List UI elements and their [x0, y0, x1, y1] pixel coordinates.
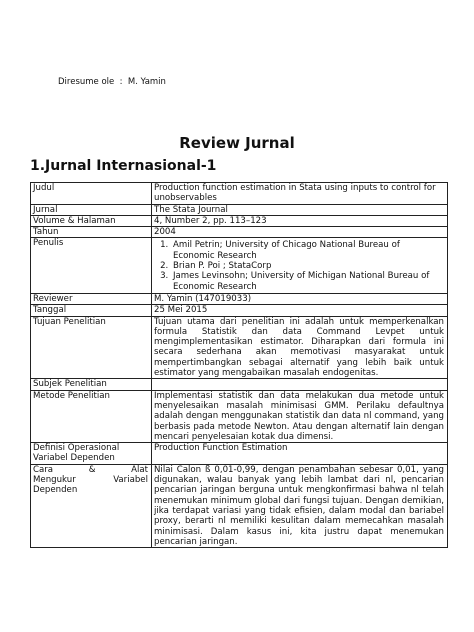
- row-value: Nilai Calon ß 0,01-0,99, dengan penambahan sebesar 0,01, yang digunakan, walau banyak yang lebih lambat dari nl, pencarian pencarian jaringan berguna untuk mengkonfirmasi bahwa nl telah menemukan minimum global dari fungsi tujuan. Dengan demikian, jika terdapat variasi yang tidak efisien, dalam modal dan bariabel proxy, berarti nl memiliki kesulitan dalam memecahkan masalah minimisasi. Dalam kasus ini, kita justru dapat menemukan pencarian jaringan.: [152, 464, 448, 547]
- table-row-definisi: [31, 443, 448, 465]
- table-row-cara: [31, 464, 448, 547]
- row-value: Tujuan utama dari penelitian ini adalah untuk memperkenalkan formula Statistik dan data Command Levpet untuk mengimplementasikan estimator. Diharapkan dari formula ini secara sederhana akan memotivasi masyarakat untuk mempertimbangkan sebagai alternatif yang lebih baik untuk estimator yang mengabaikan masalah endogenitas.: [152, 316, 448, 379]
- row-label: Reviewer: [31, 293, 152, 304]
- table-row-reviewer: [31, 293, 448, 304]
- table-row-subjek: [31, 379, 448, 390]
- row-value: [152, 238, 448, 293]
- row-value: 2004: [152, 227, 448, 238]
- row-value: M. Yamin (147019033): [152, 293, 448, 304]
- label-first-line: [33, 465, 148, 475]
- author-list: [154, 240, 444, 291]
- review-table: [30, 182, 448, 548]
- row-label: Tujuan Penelitian: [31, 316, 152, 379]
- row-value: Production Function Estimation: [152, 443, 448, 465]
- row-value: 4, Number 2, pp. 113–123: [152, 215, 448, 226]
- label-rest: Mengukur Variabel Dependen: [33, 475, 148, 496]
- row-value: Production function estimation in Stata using inputs to control for unobservables: [152, 183, 448, 205]
- row-label: Judul: [31, 183, 152, 205]
- row-value: [152, 379, 448, 390]
- page-title: Review Jurnal: [179, 134, 295, 152]
- row-label: Metode Penelitian: [31, 390, 152, 442]
- table-row-jurnal: [31, 204, 448, 215]
- row-value: The Stata Journal: [152, 204, 448, 215]
- author-item: 3. James Levinsohn; University of Michigan National Bureau of Economic Research: [171, 271, 444, 292]
- table-row-penulis: [31, 238, 448, 293]
- row-label: Volume & Halaman: [31, 215, 152, 226]
- row-label: Penulis: [31, 238, 152, 293]
- row-label: Subjek Penelitian: [31, 379, 152, 390]
- table-row-tujuan: [31, 316, 448, 379]
- row-label: Tanggal: [31, 305, 152, 316]
- row-value: 25 Mei 2015: [152, 305, 448, 316]
- section-heading: 1.Jurnal Internasional-1: [30, 158, 217, 174]
- row-label: Tahun: [31, 227, 152, 238]
- table-row-tanggal: [31, 305, 448, 316]
- label-word: Alat: [131, 464, 148, 475]
- table-row-tahun: [31, 227, 448, 238]
- author-item: 1. Amil Petrin; University of Chicago National Bureau of Economic Research: [171, 240, 444, 261]
- row-label: [31, 464, 152, 547]
- label-word: &: [88, 464, 96, 475]
- table-row-judul: [31, 183, 448, 205]
- table-row-volume: [31, 215, 448, 226]
- row-label: Definisi Operasional Variabel Dependen: [31, 443, 152, 465]
- resume-author-line: Diresume ole : M. Yamin: [58, 77, 166, 87]
- row-label: Jurnal: [31, 204, 152, 215]
- label-word: Cara: [33, 464, 54, 475]
- table-row-metode: [31, 390, 448, 442]
- author-item: 2. Brian P. Poi ; StataCorp: [171, 261, 444, 271]
- row-value: Implementasi statistik dan data melakukan dua metode untuk menyelesaikan masalah minimisasi GMM. Perilaku defaultnya adalah dengan menggunakan statistik dan data nl command, yang berbasis pada metode Newton. Atau dengan alternatif lain dengan mencari penyelesaian kotak dua dimensi.: [152, 390, 448, 442]
